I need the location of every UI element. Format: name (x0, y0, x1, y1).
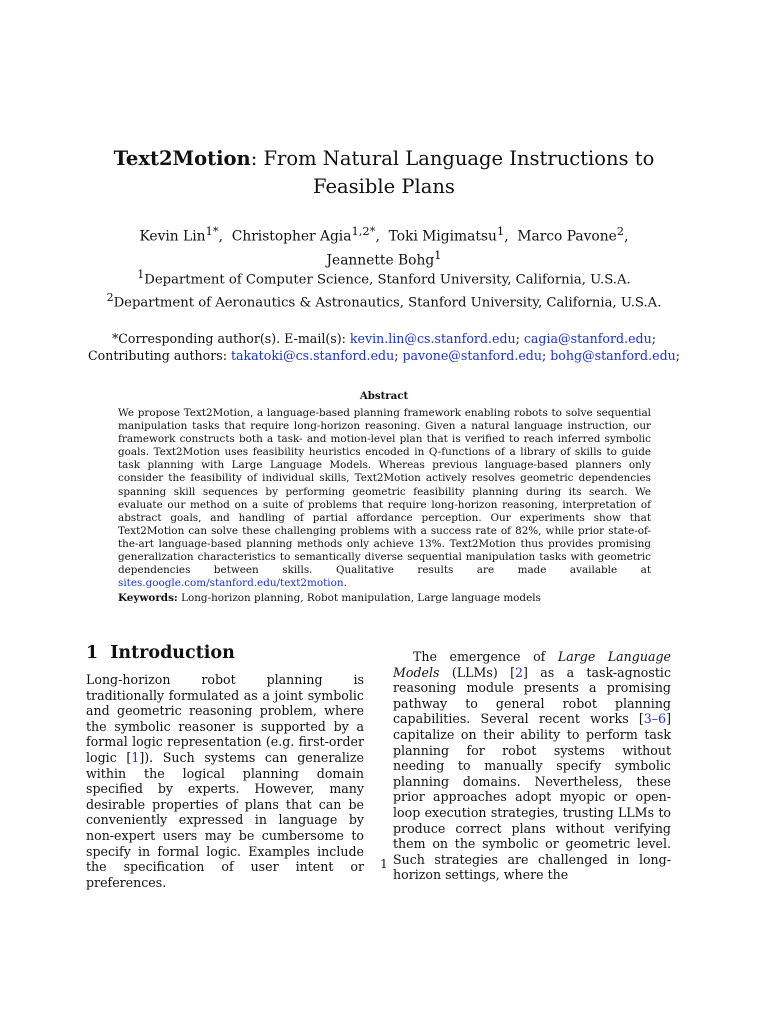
right-column-text: The emergence of Large Language Models (LLMs) [2] as a task-agnostic reasoning module presents a promising pathway to general robot planning capabilities. Several recent works [3–6] capitalize on their ability to perform task planning for robot systems without needing to manually specify symbolic planning domains. Nevertheless, these prior approaches adopt myopic or open-loop execution strategies, trusting LLMs to produce correct plans without verifying them on the symbolic or geometric level. Such strategies are challenged in long-horizon settings, where the (393, 649, 671, 883)
author-name: Jeannette Bohg (326, 252, 435, 269)
abstract-heading: Abstract (359, 390, 409, 402)
email-link[interactable]: takatoki@cs.stanford.edu (230, 348, 395, 363)
author-name: Kevin Lin (139, 228, 206, 245)
author-sup: 1,2* (351, 224, 376, 238)
left-column-text: Long-horizon robot planning is traditionally formulated as a joint symbolic and geometric reasoning problem, where the symbolic reasoner is supported by a formal logic representation (e.g. first-order logic [1]). Such systems can generalize within the logical planning domain specified by experts. However, many desirable properties of plans that can be conveniently expressed in language by non-expert users may be cumbersome to specify in formal logic. Examples include the specification of user intent or preferences. (86, 672, 364, 890)
paper-title (80, 145, 688, 201)
affiliation-line: $^1$Department of Computer Science, Stanford University, California, U.S.A. (137, 268, 631, 288)
email-link[interactable]: bohg@stanford.edu (550, 348, 676, 363)
title-rest-2: Feasible Plans (313, 175, 455, 198)
author-name: Christopher Agia (231, 228, 352, 245)
section-heading (86, 643, 235, 663)
author-name: Marco Pavone (517, 228, 617, 245)
project-site-link[interactable]: sites.google.com/stanford.edu/text2motion (118, 577, 344, 590)
affiliations (70, 266, 698, 313)
section-number: 1 (86, 643, 99, 663)
page-number: 1 (380, 857, 388, 871)
corresponding-line: *Corresponding author(s). E-mail(s): kevin.lin@cs.stanford.edu; cagia@stanford.edu; (112, 331, 656, 346)
keywords-text: Long-horizon planning, Robot manipulation, Large language models (177, 592, 541, 604)
citation-link[interactable]: 3–6 (643, 711, 667, 727)
keywords (118, 592, 651, 605)
keywords-label: Keywords: (118, 592, 178, 604)
email-link[interactable]: cagia@stanford.edu (523, 331, 652, 346)
title-bold: Text2Motion (113, 147, 251, 170)
citation-link[interactable]: 1 (131, 749, 140, 765)
title-rest-1: : From Natural Language Instructions to (250, 147, 655, 170)
contact-info (60, 330, 708, 364)
affiliation-line: $^2$Department of Aeronautics & Astronautics, Stanford University, California, U.S.A. (106, 291, 662, 311)
author-sup: 2 (616, 224, 625, 238)
author-sup: 1 (496, 224, 505, 238)
author-name: Toki Migimatsu (388, 228, 497, 245)
contributing-line: Contributing authors: takatoki@cs.stanford.edu; pavone@stanford.edu; bohg@stanford.edu; (87, 348, 680, 363)
section-title: Introduction (110, 643, 235, 663)
author-sup: 1 (434, 247, 442, 262)
citation-link[interactable]: 2 (515, 664, 524, 680)
abstract-body: We propose Text2Motion, a language-based planning framework enabling robots to solve sequential manipulation tasks that require long-horizon reasoning. Given a natural language instruction, our framework constructs both a task- and motion-level plan that is verified to reach inferred symbolic goals. Text2Motion uses feasibility heuristics encoded in Q-functions of a library of skills to guide task planning with Large Language Models. Whereas previous language-based planners only consider the feasibility of individual skills, Text2Motion actively resolves geometric dependencies spanning skill sequences by performing geometric feasibility planning during its search. We evaluate our method on a suite of problems that require long-horizon reasoning, interpretation of abstract goals, and handling of partial affordance perception. Our experiments show that Text2Motion can solve these challenging problems with a success rate of 82%, while prior state-of-the-art language-based planning methods only achieve 13%. Text2Motion thus provides promising generalization characteristics to semantically diverse sequential manipulation tasks with geometric dependencies between skills. Qualitative results are made available at sites.google.com/stanford.edu/text2motion. (118, 407, 651, 590)
emphasis: Large Language Models (393, 649, 671, 680)
email-link[interactable]: pavone@stanford.edu (402, 348, 542, 363)
author-sup: 1* (205, 224, 219, 238)
author-list: Kevin Lin$^{1*}$, Christopher Agia$^{1,2*}$, Toki Migimatsu$^1$, Marco Pavone$^2$, Jeannette Bohg$^1$ (139, 224, 629, 269)
email-link[interactable]: kevin.lin@cs.stanford.edu (349, 331, 516, 346)
